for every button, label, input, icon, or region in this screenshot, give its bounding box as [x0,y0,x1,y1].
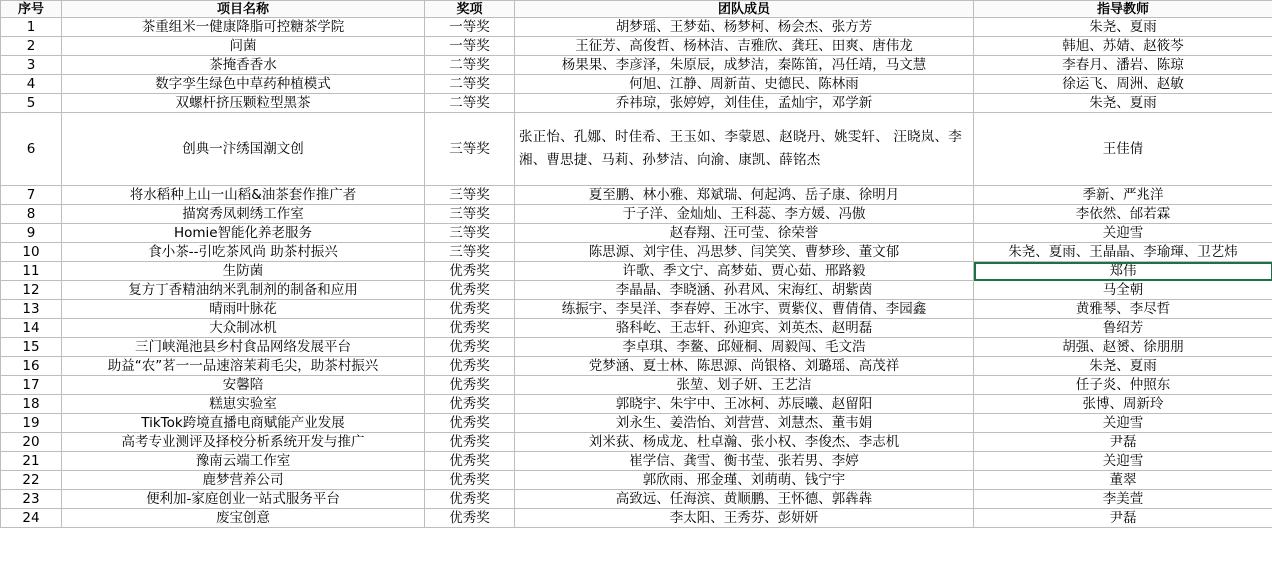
cell-award[interactable]: 二等奖 [425,75,515,94]
cell-index[interactable]: 1 [1,18,62,37]
cell-teacher[interactable]: 李依然、邰若霖 [974,205,1272,224]
cell-teacher[interactable]: 李美萱 [974,490,1272,509]
cell-award[interactable]: 三等奖 [425,243,515,262]
cell-index[interactable]: 8 [1,205,62,224]
cell-teacher[interactable]: 胡强、赵赟、徐朋朋 [974,338,1272,357]
table-row [1,113,1272,186]
header-members[interactable]: 团队成员 [515,1,974,18]
header-project[interactable]: 项目名称 [62,1,425,18]
cell-members[interactable]: 胡梦瑶、王梦茹、杨梦柯、杨会杰、张方芳 [515,18,974,37]
cell-members[interactable]: 骆科屹、王志轩、孙迎宾、刘英杰、赵明磊 [515,319,974,338]
table-row [1,94,1272,113]
cell-teacher[interactable]: 董翠 [974,471,1272,490]
table-row [1,37,1272,56]
cell-project[interactable]: 便利加-家庭创业一站式服务平台 [62,490,425,509]
cell-index[interactable]: 12 [1,281,62,300]
cell-teacher[interactable]: 徐运飞、周洲、赵敏 [974,75,1272,94]
cell-project[interactable]: 问菌 [62,37,425,56]
cell-members[interactable]: 高致远、任海滨、黄顺鹏、王怀德、郭犇犇 [515,490,974,509]
cell-teacher[interactable]: 关迎雪 [974,224,1272,243]
cell-teacher[interactable]: 朱尧、夏雨、王晶晶、李瑜琿、卫艺炜 [974,243,1272,262]
table-row [1,509,1272,528]
cell-award[interactable]: 二等奖 [425,94,515,113]
cell-teacher[interactable]: 张博、周新玲 [974,395,1272,414]
cell-members[interactable]: 李卓琪、李鳌、邱娅桐、周毅闯、毛文浩 [515,338,974,357]
cell-project[interactable]: 豫南云端工作室 [62,452,425,471]
cell-award[interactable]: 三等奖 [425,224,515,243]
cell-members[interactable]: 陈思源、刘宇佳、冯思梦、闫笑笑、曹梦珍、董文郁 [515,243,974,262]
cell-award[interactable]: 优秀奖 [425,281,515,300]
cell-award[interactable]: 三等奖 [425,186,515,205]
cell-teacher[interactable]: 尹磊 [974,509,1272,528]
cell-teacher[interactable]: 任子炎、仲照东 [974,376,1272,395]
table-row [1,414,1272,433]
cell-teacher[interactable]: 尹磊 [974,433,1272,452]
cell-members[interactable]: 郭晓宇、朱宇中、王冰柯、苏辰曦、赵留阳 [515,395,974,414]
cell-award[interactable]: 一等奖 [425,18,515,37]
cell-teacher[interactable]: 朱尧、夏雨 [974,357,1272,376]
cell-members[interactable]: 李晶晶、李晓涵、孙君风、宋海红、胡紫茵 [515,281,974,300]
cell-index[interactable]: 14 [1,319,62,338]
cell-award[interactable]: 优秀奖 [425,433,515,452]
cell-index[interactable]: 6 [1,113,62,186]
cell-project[interactable]: 茶重组米一健康降脂可控糖茶学院 [62,18,425,37]
cell-award[interactable]: 优秀奖 [425,395,515,414]
table-row [1,357,1272,376]
cell-teacher[interactable]: 黄雅琴、李尽哲 [974,300,1272,319]
cell-index[interactable]: 16 [1,357,62,376]
cell-project[interactable]: 复方丁香精油纳米乳制剂的制备和应用 [62,281,425,300]
cell-project[interactable]: 助益“农”茗一一品速溶茉莉毛尖，助茶村振兴 [62,357,425,376]
cell-index[interactable]: 2 [1,37,62,56]
cell-award[interactable]: 优秀奖 [425,319,515,338]
cell-teacher[interactable]: 朱尧、夏雨 [974,18,1272,37]
table-row [1,75,1272,94]
cell-project[interactable]: 糕崽实验室 [62,395,425,414]
cell-teacher[interactable]: 李春月、潘岩、陈琼 [974,56,1272,75]
cell-project[interactable]: 鹿梦营养公司 [62,471,425,490]
table-row [1,205,1272,224]
table-row [1,262,1272,281]
table-row [1,300,1272,319]
cell-members[interactable]: 刘永生、姜浩怡、刘营营、刘慧杰、董韦娟 [515,414,974,433]
cell-project[interactable]: 茶掩香香水 [62,56,425,75]
cell-award[interactable]: 一等奖 [425,37,515,56]
cell-members[interactable]: 乔祎琼，张婷婷，刘佳佳，孟灿宇，邓学新 [515,94,974,113]
table-row [1,281,1272,300]
cell-index[interactable]: 15 [1,338,62,357]
cell-award[interactable]: 优秀奖 [425,452,515,471]
cell-index[interactable]: 4 [1,75,62,94]
cell-index[interactable]: 10 [1,243,62,262]
table-row [1,243,1272,262]
cell-project[interactable]: 创典一汴绣国潮文创 [62,113,425,186]
cell-members[interactable]: 张堃、划子妍、王艺洁 [515,376,974,395]
cell-members[interactable]: 王征芳、高俊哲、杨林洁、吉雅欣、龚玨、田爽、唐伟龙 [515,37,974,56]
cell-members[interactable]: 刘米荻、杨成龙、杜卓瀚、张小权、李俊杰、李志机 [515,433,974,452]
cell-award[interactable]: 优秀奖 [425,490,515,509]
cell-members[interactable]: 张正怡、孔娜、时佳希、王玉如、李蒙恩、赵晓丹、姚雯轩、 汪晓岚、李湘、曹思捷、马莉、孙梦洁、向渝、康凯、薛铭杰 [515,113,974,186]
header-award[interactable]: 奖项 [425,1,515,18]
cell-members[interactable]: 赵春翔、汪可莹、徐荣誉 [515,224,974,243]
cell-teacher[interactable]: 韩旭、苏婧、赵筱芩 [974,37,1272,56]
cell-teacher[interactable]: 季新、严兆洋 [974,186,1272,205]
cell-index[interactable]: 19 [1,414,62,433]
cell-teacher[interactable]: 王佳倩 [974,113,1272,186]
table-row [1,395,1272,414]
cell-award[interactable]: 三等奖 [425,205,515,224]
table-row [1,376,1272,395]
cell-project[interactable]: 安馨陪 [62,376,425,395]
cell-index[interactable]: 24 [1,509,62,528]
cell-project[interactable]: 晴雨叶脉花 [62,300,425,319]
cell-members[interactable]: 夏至鹏、林小雅、郑斌瑞、何起鸿、岳子康、徐明月 [515,186,974,205]
cell-index[interactable]: 13 [1,300,62,319]
cell-index[interactable]: 3 [1,56,62,75]
cell-teacher[interactable]: 郑伟 [974,262,1272,281]
cell-award[interactable]: 三等奖 [425,113,515,186]
cell-index[interactable]: 21 [1,452,62,471]
table-row [1,338,1272,357]
cell-index[interactable]: 18 [1,395,62,414]
cell-teacher[interactable]: 关迎雪 [974,414,1272,433]
cell-members[interactable]: 党梦涵、夏士林、陈思源、尚银格、刘璐瑶、高茂祥 [515,357,974,376]
cell-teacher[interactable]: 马全朝 [974,281,1272,300]
cell-index[interactable]: 22 [1,471,62,490]
cell-members[interactable]: 李太阳、王秀芬、彭妍妍 [515,509,974,528]
cell-members[interactable]: 许歌、季文宁、高梦茹、贾心茹、邢路毅 [515,262,974,281]
cell-award[interactable]: 优秀奖 [425,414,515,433]
cell-members[interactable]: 崔学信、龚雪、衡书莹、张若男、李婷 [515,452,974,471]
cell-award[interactable]: 优秀奖 [425,509,515,528]
header-teacher[interactable]: 指导教师 [974,1,1272,18]
cell-index[interactable]: 7 [1,186,62,205]
cell-award[interactable]: 优秀奖 [425,338,515,357]
cell-project[interactable]: 废宝创意 [62,509,425,528]
cell-project[interactable]: 将水稻种上山一山稻&油茶套作推广者 [62,186,425,205]
cell-project[interactable]: 食小茶--引吃茶风尚 助茶村振兴 [62,243,425,262]
cell-index[interactable]: 20 [1,433,62,452]
cell-award[interactable]: 二等奖 [425,56,515,75]
cell-award[interactable]: 优秀奖 [425,376,515,395]
cell-award[interactable]: 优秀奖 [425,471,515,490]
header-index[interactable]: 序号 [1,1,62,18]
table-row [1,186,1272,205]
cell-teacher[interactable]: 朱尧、夏雨 [974,94,1272,113]
cell-award[interactable]: 优秀奖 [425,300,515,319]
cell-project[interactable]: 三门峡渑池县乡村食品网络发展平台 [62,338,425,357]
table-row [1,56,1272,75]
table-row [1,490,1272,509]
cell-index[interactable]: 17 [1,376,62,395]
cell-award[interactable]: 优秀奖 [425,357,515,376]
cell-members[interactable]: 郭欣雨、邢金瑾、刘萌萌、钱宁宇 [515,471,974,490]
table-row [1,433,1272,452]
sheet-body [1,18,1272,528]
cell-award[interactable]: 优秀奖 [425,262,515,281]
cell-teacher[interactable]: 鲁绍芳 [974,319,1272,338]
cell-index[interactable]: 9 [1,224,62,243]
cell-index[interactable]: 5 [1,94,62,113]
cell-teacher[interactable]: 关迎雪 [974,452,1272,471]
table-row [1,471,1272,490]
cell-project[interactable]: TikTok跨境直播电商赋能产业发展 [62,414,425,433]
cell-project[interactable]: 双螺杆挤压颗粒型黑茶 [62,94,425,113]
table-row [1,319,1272,338]
cell-project[interactable]: 数字孪生绿色中草药种植模式 [62,75,425,94]
cell-members[interactable]: 练振宇、李昊洋、李春婷、王冰宇、贾紫仪、曹倩倩、李园鑫 [515,300,974,319]
cell-members[interactable]: 何旭、江静、周新苗、史德民、陈林雨 [515,75,974,94]
cell-members[interactable]: 于子洋、金灿灿、王科蕊、李方媛、冯傲 [515,205,974,224]
cell-members[interactable]: 杨果果、李彦泽，朱原辰，成梦洁，秦陈笛，冯任靖，马文慧 [515,56,974,75]
cell-project[interactable]: 高考专业测评及择校分析系统开发与推广 [62,433,425,452]
cell-project[interactable]: 生防菌 [62,262,425,281]
cell-index[interactable]: 23 [1,490,62,509]
table-row [1,18,1272,37]
header-row [1,1,1272,18]
table-row [1,452,1272,471]
cell-project[interactable]: Homie智能化养老服务 [62,224,425,243]
cell-index[interactable]: 11 [1,262,62,281]
cell-project[interactable]: 大众制冰机 [62,319,425,338]
table-row [1,224,1272,243]
cell-project[interactable]: 描窝秀凤刺绣工作室 [62,205,425,224]
